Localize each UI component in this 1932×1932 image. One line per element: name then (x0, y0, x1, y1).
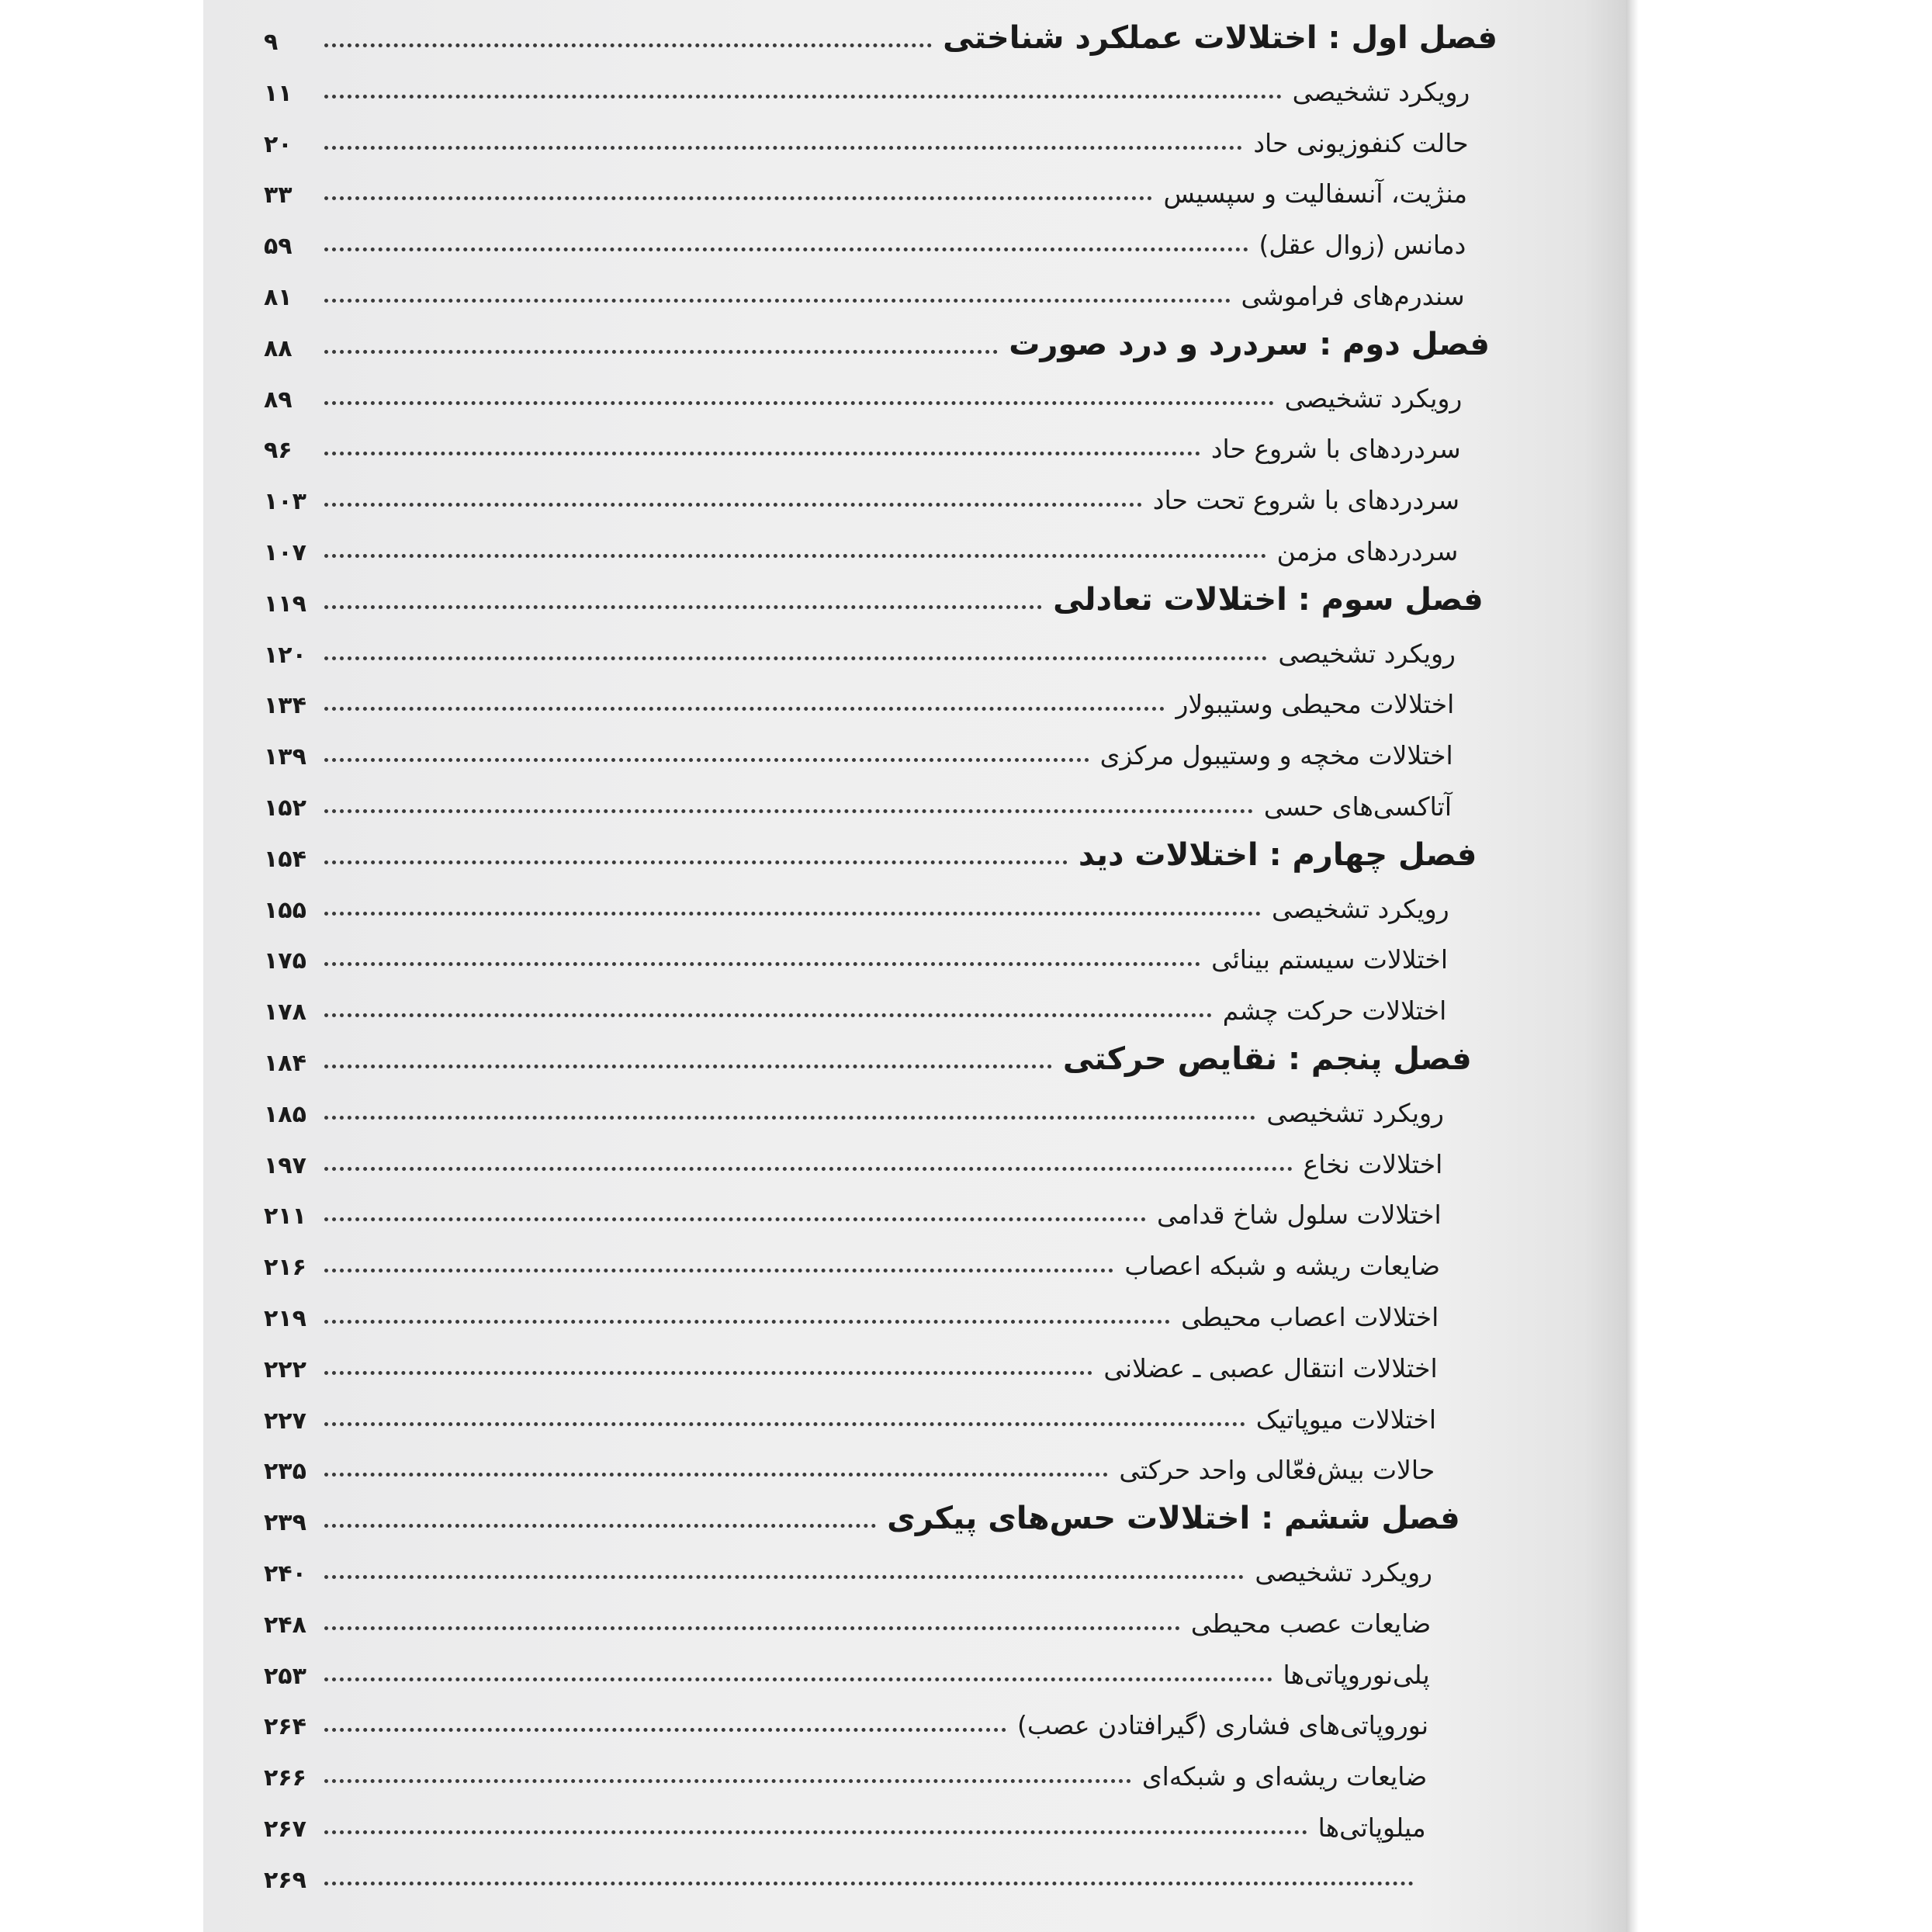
chapter-title: فصل سوم : اختلالات تعادلی (1053, 581, 1484, 618)
page-number: ۸۹ (264, 386, 293, 414)
page-number: ۱۷۸ (264, 999, 306, 1027)
dot-leader (324, 146, 1242, 150)
dot-leader (324, 912, 1261, 916)
dot-leader (324, 554, 1266, 558)
toc-section-row (264, 1753, 1453, 1792)
dot-leader (324, 1422, 1245, 1426)
page-number: ۱۵۲ (264, 795, 306, 822)
dot-leader (324, 1013, 1212, 1017)
toc-section-row (264, 885, 1476, 924)
dot-leader (324, 1678, 1272, 1681)
dot-leader (324, 95, 1282, 99)
page-number: ۹۶ (264, 437, 293, 465)
section-title: اختلالات نخاع (1303, 1148, 1443, 1179)
page-number: ۹ (264, 29, 279, 56)
toc-section-row (264, 1089, 1470, 1128)
dot-leader (324, 1728, 1006, 1732)
section-title: میلوپاتی‌ها (1317, 1813, 1426, 1843)
dot-leader (324, 401, 1274, 405)
section-title: اختلالات سلول شاخ قدامی (1157, 1200, 1442, 1231)
dot-leader (324, 962, 1200, 966)
page-number: ۲۳۹ (264, 1509, 306, 1537)
toc-section-row (264, 68, 1496, 107)
toc-section-row (264, 1446, 1461, 1485)
page-number: ۱۰۳ (264, 488, 306, 516)
page-number: ۲۲۷ (264, 1407, 306, 1435)
toc-section-row (264, 170, 1494, 209)
section-title: رویکرد تشخیصی (1278, 638, 1456, 669)
chapter-title: فصل پنجم : نقایص حرکتی (1062, 1041, 1472, 1077)
toc-chapter-row (264, 1497, 1460, 1536)
dot-leader (324, 1320, 1170, 1324)
dot-leader (324, 605, 1042, 609)
toc-section-row (264, 1855, 1451, 1894)
toc-section-row (264, 476, 1486, 515)
dot-leader (324, 1626, 1180, 1630)
section-title: نوروپاتی‌های فشاری (گیرافتادن عصب) (1016, 1710, 1428, 1741)
toc-chapter-row (264, 1038, 1472, 1077)
dot-leader (324, 758, 1089, 762)
toc-section-row (264, 1702, 1455, 1740)
page-number: ۱۸۵ (264, 1100, 306, 1128)
section-title: پلی‌نوروپاتی‌ها (1283, 1659, 1430, 1690)
page-number: ۲۰ (264, 130, 293, 158)
toc-section-row (264, 119, 1495, 158)
toc-chapter-row (264, 324, 1490, 362)
toc-chapter-row (264, 834, 1477, 873)
dot-leader (324, 656, 1267, 660)
dot-leader (324, 707, 1165, 711)
section-title: سردردهای مزمن (1276, 536, 1459, 566)
dot-leader (324, 1575, 1244, 1579)
section-title: دمانس (زوال عقل) (1259, 230, 1466, 261)
page-number: ۱۸۴ (264, 1050, 306, 1077)
toc-section-row (264, 732, 1480, 770)
page-number: ۲۱۶ (264, 1254, 306, 1282)
toc-section-row (264, 936, 1474, 975)
dot-leader (324, 860, 1068, 864)
toc-section-row (264, 272, 1491, 311)
section-title: اختلالات انتقال عصبی ـ عضلانی (1103, 1352, 1438, 1383)
page-number: ۱۱ (264, 79, 293, 107)
page-number: ۱۰۷ (264, 539, 306, 566)
page-number: ۱۵۵ (264, 896, 306, 924)
chapter-title: فصل اول : اختلالات عملکرد شناختی (943, 20, 1497, 56)
page-number: ۱۳۹ (264, 743, 306, 771)
page-number: ۲۵۳ (264, 1662, 306, 1690)
section-title: اختلالات مخچه و وستیبول مرکزی (1099, 740, 1453, 771)
page-number: ۲۴۸ (264, 1611, 306, 1639)
page-number: ۱۱۹ (264, 590, 306, 618)
toc-section-row (264, 987, 1473, 1026)
dot-leader (324, 1473, 1108, 1477)
dot-leader (324, 299, 1231, 303)
page-number: ۱۷۵ (264, 947, 306, 975)
dot-leader (324, 196, 1152, 200)
page-number: ۲۳۵ (264, 1458, 306, 1486)
toc-chapter-row (264, 579, 1484, 618)
section-title: اختلالات حرکت چشم (1222, 995, 1447, 1027)
dot-leader (324, 1830, 1307, 1834)
dot-leader (324, 1217, 1146, 1221)
dot-leader (324, 809, 1253, 813)
section-title: اختلالات محیطی وستیبولار (1175, 689, 1455, 720)
dot-leader (324, 503, 1142, 507)
page-number: ۸۸ (264, 334, 293, 362)
dot-leader (324, 1882, 1414, 1885)
toc-section-row (264, 1804, 1452, 1843)
section-title: ضایعات ریشه‌ای و شبکه‌ای (1141, 1761, 1428, 1792)
toc-section-row (264, 1651, 1456, 1690)
page-number: ۲۱۱ (264, 1203, 306, 1231)
toc-section-row (264, 1242, 1466, 1281)
chapter-title: فصل چهارم : اختلالات دید (1078, 836, 1477, 873)
dot-leader (324, 248, 1248, 251)
toc-section-row (264, 1396, 1463, 1435)
toc-section-row (264, 1549, 1459, 1587)
section-title: منژیت، آنسفالیت و سپسیس (1163, 178, 1467, 209)
chapter-title: فصل دوم : سردرد و درد صورت (1009, 326, 1490, 362)
toc-section-row (264, 1293, 1465, 1332)
page-edge (1626, 0, 1639, 1932)
section-title: رویکرد تشخیصی (1271, 893, 1449, 924)
dot-leader (324, 43, 932, 47)
dot-leader (324, 1116, 1255, 1120)
page-number: ۲۶۶ (264, 1764, 306, 1792)
section-title: آتاکسی‌های حسی (1263, 791, 1452, 822)
toc-section-row (264, 680, 1480, 719)
section-title: اختلالات میوپاتیک (1255, 1404, 1436, 1435)
dot-leader (324, 1065, 1052, 1068)
dot-leader (324, 1779, 1131, 1783)
page-number: ۲۴۰ (264, 1560, 306, 1587)
dot-leader (324, 1167, 1293, 1171)
page-number: ۸۱ (264, 284, 293, 311)
section-title: اختلالات اعصاب محیطی (1181, 1302, 1439, 1332)
toc-chapter-row (264, 17, 1497, 56)
toc-section-row (264, 783, 1478, 822)
section-title: سندرم‌های فراموشی (1241, 281, 1465, 311)
page-number: ۵۹ (264, 233, 293, 261)
dot-leader (324, 1371, 1092, 1375)
toc-section-row (264, 1345, 1464, 1383)
section-title: رویکرد تشخیصی (1266, 1097, 1444, 1128)
toc-section-row (264, 1141, 1469, 1179)
toc-section-row (264, 375, 1488, 414)
toc-section-row (264, 528, 1484, 566)
section-title: اختلالات سیستم بینائی (1211, 944, 1448, 975)
section-title: ضایعات عصب محیطی (1190, 1608, 1432, 1639)
toc-section-row (264, 221, 1492, 260)
toc-section-row (264, 1600, 1457, 1639)
section-title: حالات بیش‌فعّالی واحد حرکتی (1119, 1455, 1435, 1486)
toc-section-row (264, 1191, 1468, 1230)
page-number: ۱۲۰ (264, 641, 306, 669)
page-number: ۲۲۲ (264, 1356, 306, 1383)
page-number: ۲۱۹ (264, 1305, 306, 1332)
page-number: ۱۵۴ (264, 845, 306, 873)
toc-section-row (264, 630, 1482, 669)
page-number: ۱۹۷ (264, 1151, 306, 1179)
page-number: ۱۳۴ (264, 692, 306, 720)
page-number: ۲۶۹ (264, 1866, 306, 1894)
section-title: سردردهای با شروع تحت حاد (1152, 485, 1459, 516)
toc-section-row (264, 425, 1487, 464)
page-number: ۳۳ (264, 182, 293, 209)
section-title: رویکرد تشخیصی (1284, 383, 1463, 414)
section-title: حالت کنفوزیونی حاد (1253, 127, 1469, 158)
section-title: رویکرد تشخیصی (1255, 1557, 1432, 1587)
section-title: رویکرد تشخیصی (1292, 76, 1470, 107)
dot-leader (324, 350, 998, 354)
dot-leader (324, 452, 1200, 455)
page-number: ۲۶۷ (264, 1816, 306, 1843)
section-title: ضایعات ریشه و شبکه اعصاب (1124, 1251, 1440, 1282)
page-number: ۲۶۴ (264, 1713, 306, 1741)
section-title: سردردهای با شروع حاد (1210, 434, 1461, 465)
dot-leader (324, 1269, 1113, 1272)
chapter-title: فصل ششم : اختلالات حس‌های پیکری (887, 1501, 1460, 1537)
dot-leader (324, 1524, 876, 1528)
